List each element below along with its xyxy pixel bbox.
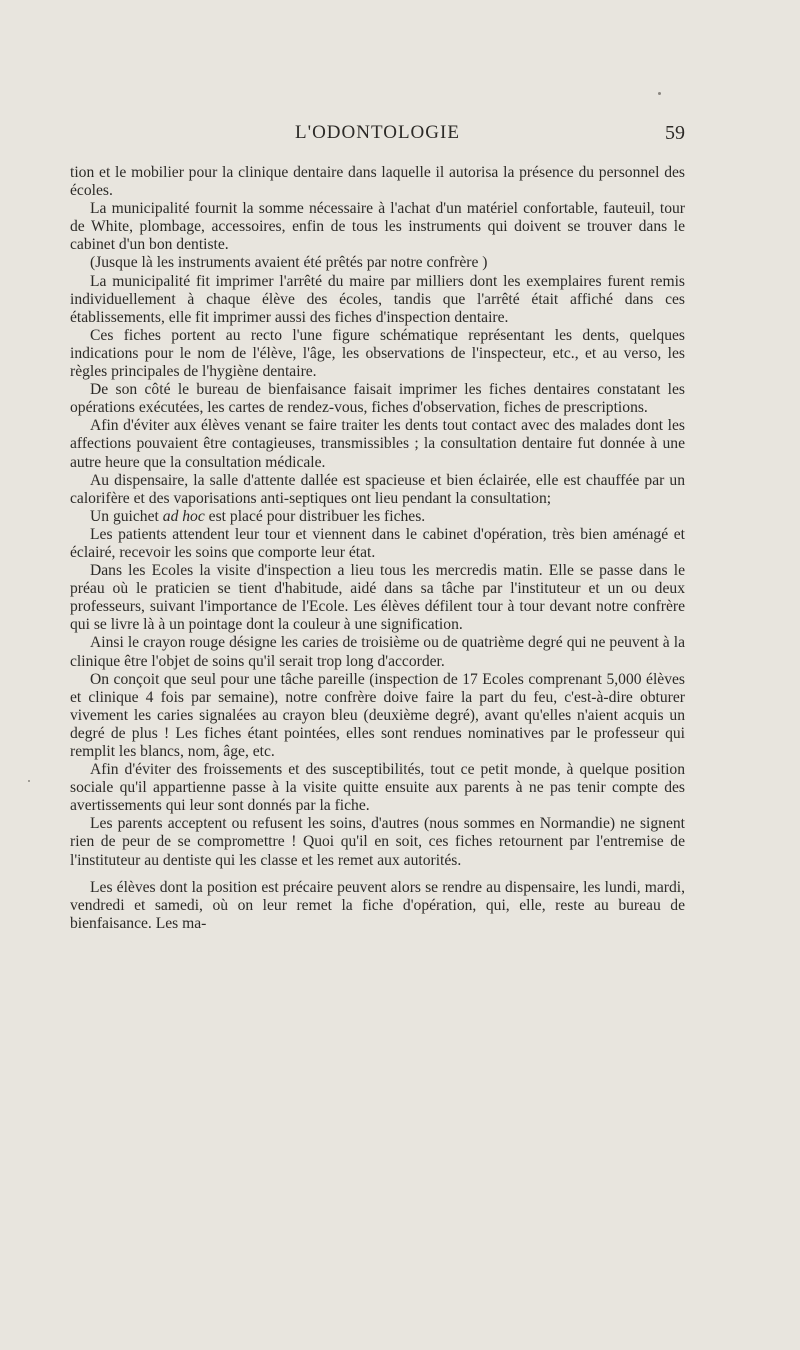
paragraph: On conçoit que seul pour une tâche pareille (inspection de 17 Ecoles comprenant 5,000 élèves et clinique 4 fois par semaine), notre confrère doive faire la part du feu, c'est-à-dire obturer vivement les caries signalées au crayon bleu (deuxième degré), avant qu'elles n'aient acquis un degré de plus ! Les fiches étant pointées, elles sont rendues nominatives par le professeur qui remplit les blancs, nom, âge, etc. bbox=[70, 670, 685, 760]
paragraph: tion et le mobilier pour la clinique dentaire dans laquelle il autorisa la présence du personnel des écoles. bbox=[70, 164, 685, 200]
latin-phrase: ad hoc bbox=[162, 507, 205, 525]
paragraph: Afin d'éviter des froissements et des susceptibilités, tout ce petit monde, à quelque position sociale qu'il appartienne passe à la visite quitte ensuite aux parents à ne pas tenir compte des avertissements qui leur sont donnés par la fiche. bbox=[70, 761, 685, 815]
paragraph-text: Un guichet bbox=[90, 507, 163, 525]
running-title: L'ODONTOLOGIE bbox=[295, 122, 460, 143]
paragraph: Les élèves dont la position est précaire peuvent alors se rendre au dispensaire, les lundi, mardi, vendredi et samedi, où on leur remet la fiche d'opération, qui, elle, reste au bureau de bienfaisance. Les ma- bbox=[70, 878, 685, 932]
paragraph: Dans les Ecoles la visite d'inspection a lieu tous les mercredis matin. Elle se passe dans le préau où le praticien se tient d'habitude, aidé dans sa tâche par l'instituteur et un ou deux professeurs, suivant l'importance de l'Ecole. Les élèves défilent tour à tour devant notre confrère qui se livre là à un pointage dont la couleur à une signification. bbox=[70, 562, 685, 634]
paragraph: Les parents acceptent ou refusent les soins, d'autres (nous sommes en Normandie) ne signent rien de peur de se compromettre ! Quoi qu'il en soit, ces fiches retournent par l'entremise de l'instituteur au dentiste qui les classe et les remet aux autorités. bbox=[70, 815, 685, 869]
page-number: 59 bbox=[665, 122, 685, 144]
paragraph: Les patients attendent leur tour et viennent dans le cabinet d'opération, très bien aménagé et éclairé, recevoir les soins que comporte leur état. bbox=[70, 525, 685, 561]
page-header bbox=[70, 122, 685, 152]
paragraph-text: est placé pour distribuer les fiches. bbox=[204, 507, 426, 525]
paper-speck bbox=[28, 780, 30, 782]
paragraph: (Jusque là les instruments avaient été prêtés par notre confrère ) bbox=[90, 254, 488, 272]
paragraph: Au dispensaire, la salle d'attente dallée est spacieuse et bien éclairée, elle est chauffée par un calorifère et des vaporisations anti-septiques ont lieu pendant la consultation; bbox=[70, 471, 685, 507]
paragraph: Afin d'éviter aux élèves venant se faire traiter les dents tout contact avec des malades dont les affections pouvaient être contagieuses, transmissibles ; la consultation dentaire fut donnée à une autre heure que la consultation médicale. bbox=[70, 417, 685, 471]
paragraph: La municipalité fit imprimer l'arrêté du maire par milliers dont les exemplaires furent remis individuellement à chaque élève des écoles, tandis que l'arrêté était affiché dans ces établissements, elle fit imprimer aussi des fiches d'inspection dentaire. bbox=[70, 272, 685, 326]
paragraph: Ainsi le crayon rouge désigne les caries de troisième ou de quatrième degré qui ne peuvent à la clinique être l'objet de soins qu'il serait trop long d'accorder. bbox=[70, 634, 685, 670]
paragraph: La municipalité fournit la somme nécessaire à l'achat d'un matériel confortable, fauteuil, tour de White, plombage, accessoires, enfin de tous les instruments qui doivent se trouver dans le cabinet d'un bon dentiste. bbox=[70, 200, 685, 254]
paragraph bbox=[70, 508, 685, 526]
paragraph: Ces fiches portent au recto l'une figure schématique représentant les dents, quelques indications pour le nom de l'élève, l'âge, les observations de l'inspecteur, etc., et au verso, les règles principales de l'hygiène dentaire. bbox=[70, 326, 685, 381]
body-text bbox=[70, 164, 685, 933]
paper-speck bbox=[658, 92, 661, 95]
paragraph: De son côté le bureau de bienfaisance faisait imprimer les fiches dentaires constatant les opérations exécutées, les cartes de rendez-vous, fiches d'observation, fiches de prescriptions. bbox=[70, 381, 685, 417]
